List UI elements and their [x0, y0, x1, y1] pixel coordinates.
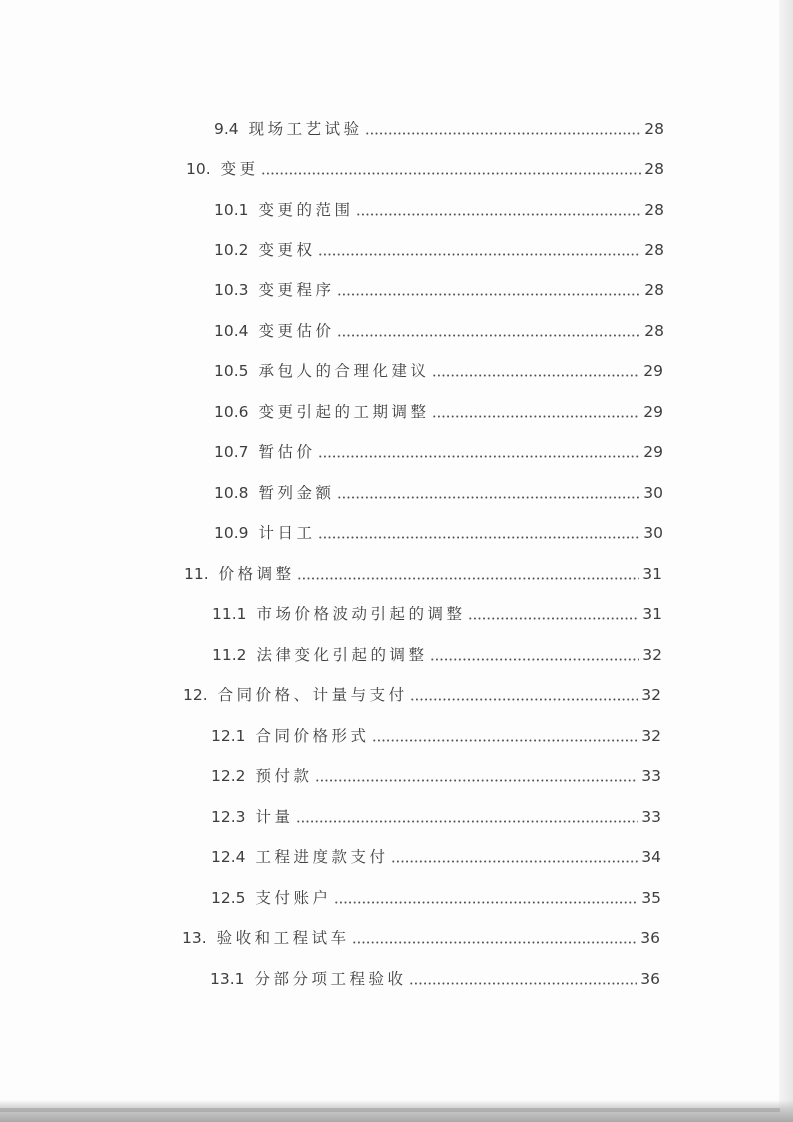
toc-entry-page: 29 [643, 443, 663, 461]
toc-entry-number: 11.2 [212, 646, 247, 664]
toc-entry[interactable] [184, 556, 662, 584]
toc-entry-title: 工程进度款支付 [255, 848, 389, 866]
toc-entry-title: 支付账户 [255, 889, 332, 907]
toc-entry-page: 28 [644, 201, 664, 219]
toc-entry-title: 计量 [255, 808, 294, 826]
toc-entry[interactable] [214, 515, 663, 543]
toc-entry[interactable] [214, 434, 663, 462]
toc-entry[interactable] [211, 758, 661, 786]
toc-dot-leader [430, 658, 640, 661]
toc-entry-page: 31 [642, 605, 662, 623]
toc-dot-leader [365, 132, 642, 135]
toc-entry-title: 变更权 [258, 241, 316, 259]
toc-entry[interactable] [214, 313, 664, 341]
toc-entry[interactable] [182, 920, 660, 948]
toc-dot-leader [337, 496, 641, 499]
toc-entry-number: 9.4 [214, 120, 239, 138]
toc-dot-leader [318, 253, 642, 256]
toc-entry-number: 13.1 [210, 970, 245, 988]
toc-entry-number: 12.2 [211, 767, 246, 785]
toc-entry[interactable] [210, 961, 660, 989]
toc-entry-page: 28 [644, 322, 664, 340]
toc-entry-page: 28 [644, 120, 664, 138]
toc-dot-leader [391, 860, 639, 863]
toc-entry-page: 28 [644, 281, 664, 299]
toc-entry-number: 10.2 [214, 241, 249, 259]
toc-entry[interactable] [214, 111, 664, 139]
toc-entry-page: 30 [643, 484, 663, 502]
toc-entry-page: 36 [640, 970, 660, 988]
toc-entry[interactable] [214, 232, 664, 260]
toc-entry-page: 33 [641, 767, 661, 785]
toc-entry-number: 11.1 [212, 605, 247, 623]
toc-entry-title: 暂列金额 [258, 484, 335, 502]
toc-entry-page: 31 [642, 565, 662, 583]
toc-dot-leader [468, 617, 640, 620]
toc-entry-page: 32 [641, 727, 661, 745]
toc-entry-page: 34 [641, 848, 661, 866]
toc-dot-leader [334, 901, 639, 904]
toc-entry-title: 变更引起的工期调整 [258, 403, 430, 421]
toc-dot-leader [337, 334, 642, 337]
toc-entry-page: 29 [643, 403, 663, 421]
toc-entry[interactable] [214, 394, 663, 422]
toc-entry-title: 合同价格形式 [255, 727, 370, 745]
toc-entry-number: 12. [183, 686, 208, 704]
toc-dot-leader [296, 820, 639, 823]
toc-entry-number: 12.4 [211, 848, 246, 866]
toc-dot-leader [318, 455, 641, 458]
toc-entry-title: 市场价格波动引起的调整 [256, 605, 466, 623]
toc-entry-number: 10.6 [214, 403, 249, 421]
toc-entry-page: 33 [641, 808, 661, 826]
toc-entry[interactable] [214, 353, 663, 381]
toc-entry-number: 10. [186, 160, 211, 178]
toc-entry-number: 10.9 [214, 524, 249, 542]
toc-entry[interactable] [211, 799, 661, 827]
toc-entry-number: 13. [182, 929, 207, 947]
toc-entry-number: 12.5 [211, 889, 246, 907]
toc-entry-title: 法律变化引起的调整 [256, 646, 428, 664]
toc-entry[interactable] [211, 839, 661, 867]
toc-entry-title: 合同价格、计量与支付 [217, 686, 408, 704]
toc-entry-title: 验收和工程试车 [216, 929, 350, 947]
toc-entry-title: 计日工 [258, 524, 316, 542]
toc-dot-leader [261, 172, 642, 175]
toc-dot-leader [409, 982, 638, 985]
toc-entry[interactable] [186, 151, 664, 179]
toc-dot-leader [352, 941, 638, 944]
toc-entry[interactable] [211, 880, 661, 908]
toc-dot-leader [337, 293, 642, 296]
toc-entry-page: 32 [642, 646, 662, 664]
toc-entry-page: 28 [644, 160, 664, 178]
toc-entry-number: 10.4 [214, 322, 249, 340]
toc-entry-number: 10.3 [214, 281, 249, 299]
toc-entry-number: 10.8 [214, 484, 249, 502]
toc-dot-leader [318, 536, 641, 539]
toc-entry-title: 现场工艺试验 [248, 120, 363, 138]
toc-dot-leader [356, 213, 642, 216]
toc-entry-title: 价格调整 [218, 565, 295, 583]
toc-entry-page: 36 [640, 929, 660, 947]
toc-entry[interactable] [212, 596, 662, 624]
toc-dot-leader [432, 374, 641, 377]
toc-entry-title: 承包人的合理化建议 [258, 362, 430, 380]
toc-entry-number: 12.1 [211, 727, 246, 745]
toc-entry-title: 变更的范围 [258, 201, 354, 219]
toc-entry-number: 11. [184, 565, 209, 583]
toc-entry[interactable] [214, 475, 663, 503]
toc-entry[interactable] [212, 637, 662, 665]
toc-entry[interactable] [211, 718, 661, 746]
toc-dot-leader [315, 779, 639, 782]
toc-entry-page: 32 [641, 686, 661, 704]
toc-entry-title: 分部分项工程验收 [254, 970, 407, 988]
toc-entry-title: 变更估价 [258, 322, 335, 340]
toc-dot-leader [372, 739, 639, 742]
toc-entry-number: 12.3 [211, 808, 246, 826]
toc-entry-number: 10.7 [214, 443, 249, 461]
toc-entry-page: 30 [643, 524, 663, 542]
toc-entry[interactable] [183, 677, 661, 705]
toc-entry[interactable] [214, 272, 664, 300]
toc-entry-number: 10.5 [214, 362, 249, 380]
toc-entry-number: 10.1 [214, 201, 249, 219]
toc-entry-title: 暂估价 [258, 443, 316, 461]
toc-dot-leader [432, 415, 641, 418]
toc-dot-leader [297, 577, 640, 580]
toc-entry-title: 变更程序 [258, 281, 335, 299]
toc-entry-page: 29 [643, 362, 663, 380]
toc-dot-leader [410, 698, 639, 701]
toc-entry-page: 35 [641, 889, 661, 907]
toc-entry-page: 28 [644, 241, 664, 259]
toc-entry[interactable] [214, 192, 664, 220]
toc-entry-title: 变更 [220, 160, 259, 178]
toc-entry-title: 预付款 [255, 767, 313, 785]
